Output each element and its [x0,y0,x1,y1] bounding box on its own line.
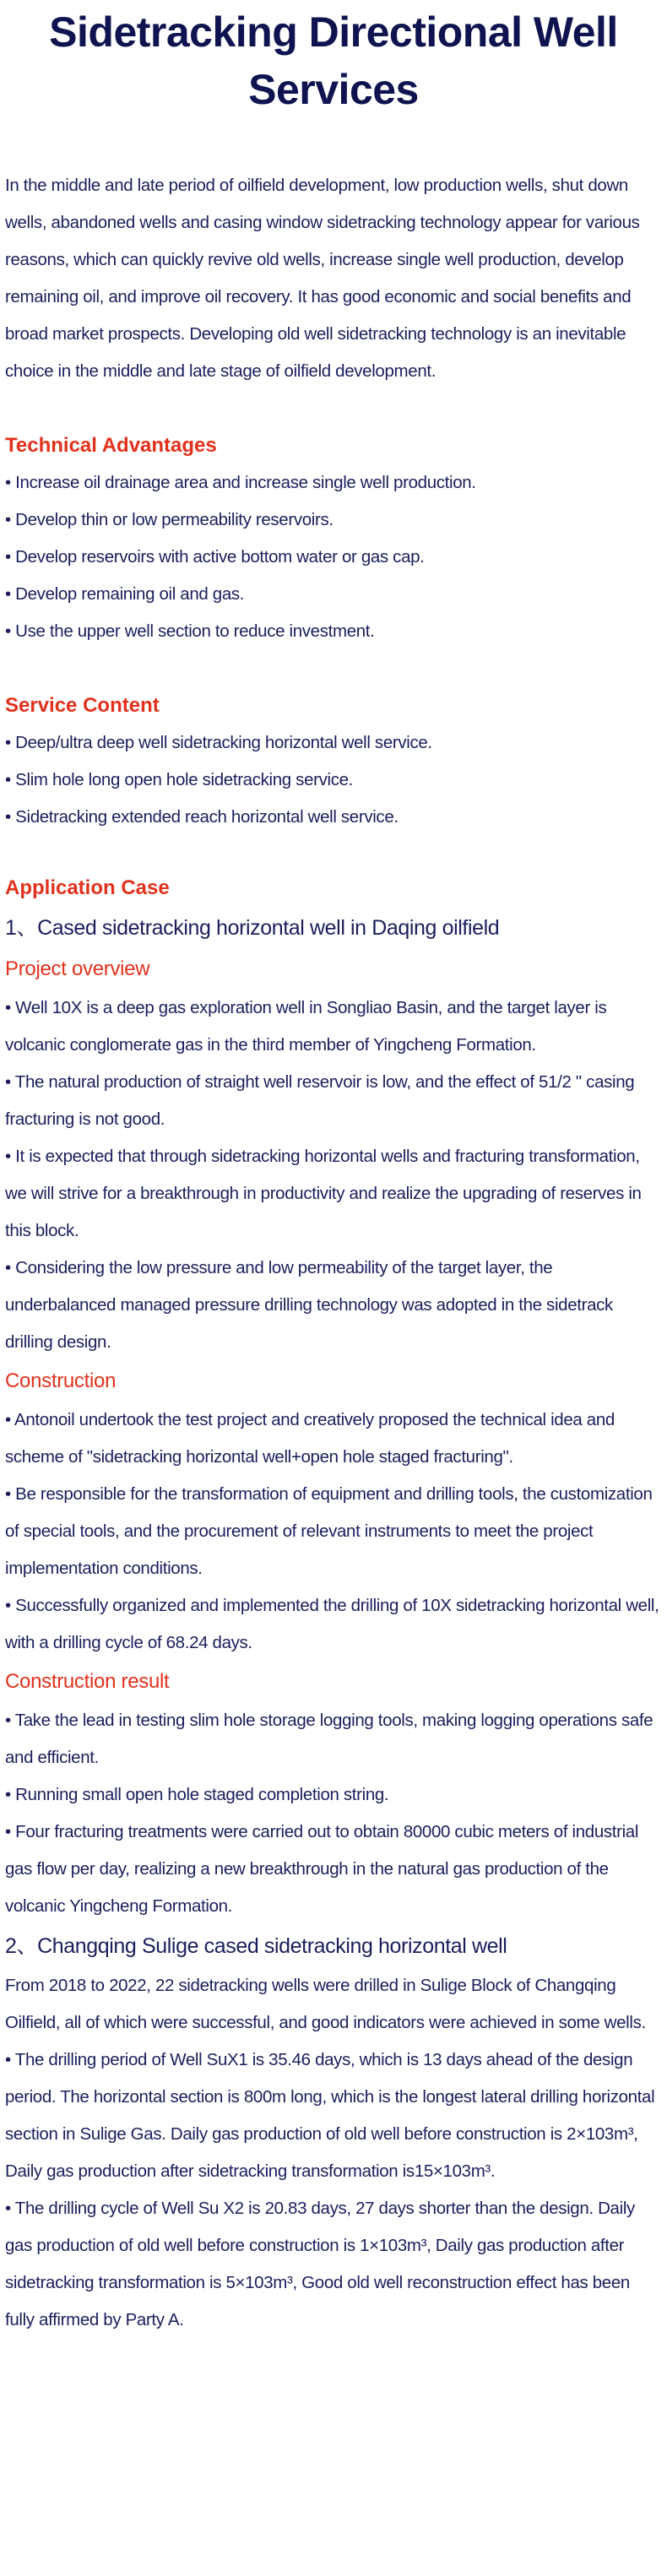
construction-heading: Construction [5,1369,117,1392]
list-item: • Develop remaining oil and gas. [5,584,245,604]
list-item: • Develop thin or low permeability reservoirs. [5,510,334,529]
list-item: • Four fracturing treatments were carried out to obtain 80000 cubic meters of industrial gas flow per day, realizing a new breakthrough in the natural gas production of the volcanic Yingcheng Formation. [5,1822,639,1916]
case-1-title: 1、Cased sidetracking horizontal well in Daqing oilfield [5,916,500,940]
technical-advantages-heading: Technical Advantages [5,434,217,457]
list-item: • Develop reservoirs with active bottom water or gas cap. [5,547,425,567]
list-item: • Running small open hole staged completion string. [5,1785,389,1804]
list-item: • Sidetracking extended reach horizontal well service. [5,807,399,827]
list-item: • Take the lead in testing slim hole storage logging tools, making logging operations safe and efficient. [5,1711,653,1767]
case-2-title: 2、Changqing Sulige cased sidetracking horizontal well [5,1934,507,1958]
list-item: • Successfully organized and implemented the drilling of 10X sidetracking horizontal well, with a drilling cycle of 68.24 days. [5,1596,659,1652]
list-item: • Increase oil drainage area and increase single well production. [5,473,476,492]
list-item: • Antonoil undertook the test project and creatively proposed the technical idea and scheme of "sidetracking horizontal well+open hole staged fracturing". [5,1410,615,1467]
list-item: • Be responsible for the transformation of equipment and drilling tools, the customization of special tools, and the procurement of relevant instruments to meet the project implementation conditions. [5,1484,653,1578]
service-content-list [5,724,662,836]
list-item: • Considering the low pressure and low permeability of the target layer, the underbalanced managed pressure drilling technology was adopted in the sidetrack drilling design. [5,1258,613,1352]
list-item: • It is expected that through sidetracking horizontal wells and fracturing transformation, we will strive for a breakthrough in productivity and realize the upgrading of reserves in this block. [5,1147,642,1240]
list-item: • The drilling period of Well SuX1 is 35.46 days, which is 13 days ahead of the design period. The horizontal section is 800m long, which is the longest lateral drilling horizontal section in Sulige Gas. Daily gas production of old well before construction is 2×103m³, Daily gas production after sidetracking transformation is15×103m³. [5,2050,655,2181]
list-item: • Slim hole long open hole sidetracking service. [5,770,353,789]
list-item: • The natural production of straight well reservoir is low, and the effect of 51/2 " casing fracturing is not good. [5,1072,635,1129]
page-content [0,3,667,2339]
service-content-heading: Service Content [5,694,160,717]
application-case-heading: Application Case [5,876,170,899]
list-item: • Deep/ultra deep well sidetracking horizontal well service. [5,733,432,752]
page-title: Sidetracking Directional Well Services [49,8,618,113]
list-item: • The drilling cycle of Well Su X2 is 20.83 days, 27 days shorter than the design. Daily gas production of old well before construction is 1×103m³, Daily gas production after sidetracking transformation is 5×103m³, Good old well reconstruction effect has been fully affirmed by Party A. [5,2199,635,2329]
list-item: • Use the upper well section to reduce investment. [5,621,375,641]
project-overview-heading: Project overview [5,957,150,980]
technical-advantages-list [5,464,662,650]
list-item: • Well 10X is a deep gas exploration well in Songliao Basin, and the target layer is volcanic conglomerate gas in the third member of Yingcheng Formation. [5,998,607,1055]
construction-result-heading: Construction result [5,1670,170,1693]
case-2-paragraph: From 2018 to 2022, 22 sidetracking wells were drilled in Sulige Block of Changqing Oilfield, all of which were successful, and good indicators were achieved in some wells. [5,1976,646,2032]
intro-paragraph: In the middle and late period of oilfield development, low production wells, shut down wells, abandoned wells and casing window sidetracking technology appear for various reasons, which can quickly revive old wells, increase single well production, develop remaining oil, and improve oil recovery. It has good economic and social benefits and broad market prospects. Developing old well sidetracking technology is an inevitable choice in the middle and late stage of oilfield development. [5,176,640,381]
